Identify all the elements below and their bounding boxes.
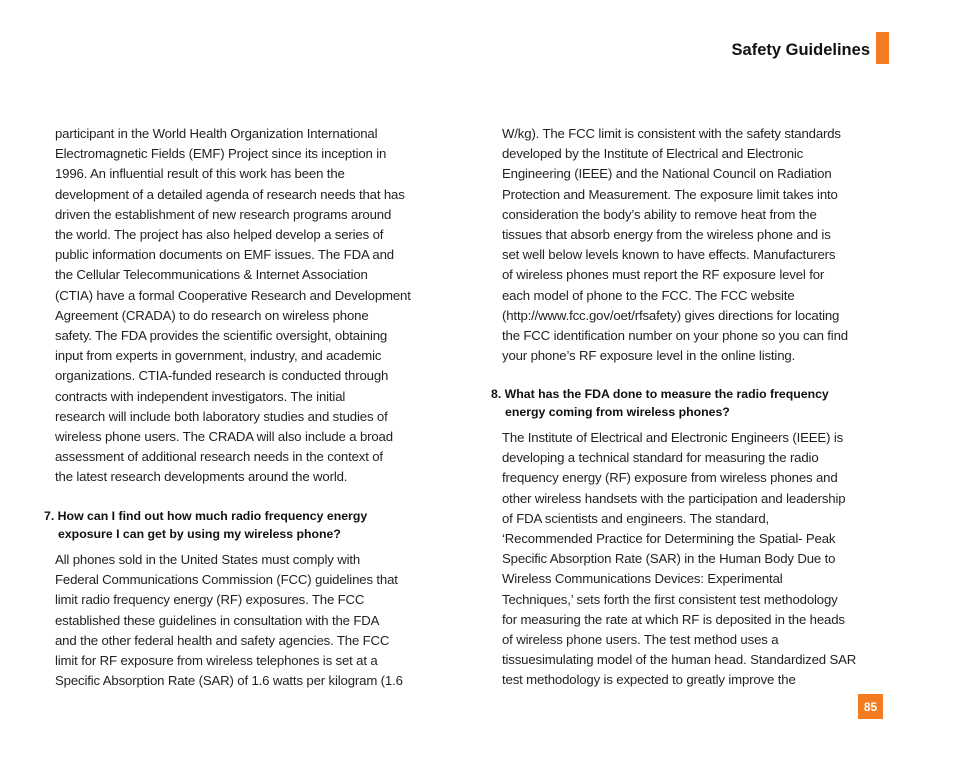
- text-line: assessment of additional research needs in the context of: [55, 449, 383, 465]
- text-line: (http://www.fcc.gov/oet/rfsafety) gives directions for locating: [502, 307, 840, 323]
- text-line: safety. The FDA provides the scientific oversight, obtaining: [55, 328, 388, 344]
- question-8-heading: [491, 386, 891, 421]
- left-paragraph-1: [55, 124, 445, 488]
- left-paragraph-2: [55, 550, 445, 691]
- text-line: of wireless phones must report the RF exposure level for: [502, 267, 825, 283]
- text-line: test methodology is expected to greatly improve the: [502, 672, 796, 688]
- text-line: developing a technical standard for measuring the radio: [502, 450, 819, 466]
- text-line: and the other federal health and safety agencies. The FCC: [55, 632, 390, 648]
- question-line: 8. What has the FDA done to measure the radio frequency: [491, 387, 829, 401]
- text-line: tissuesimulating model of the human head. Standardized SAR: [502, 652, 857, 668]
- text-line: the world. The project has also helped develop a series of: [55, 227, 384, 243]
- text-line: your phone’s RF exposure level in the online listing.: [502, 348, 796, 364]
- text-line: of FDA scientists and engineers. The standard,: [502, 510, 770, 526]
- text-line: contracts with independent investigators. The initial: [55, 388, 346, 404]
- text-line: the latest research developments around the world.: [55, 469, 348, 485]
- page-title: Safety Guidelines: [731, 41, 870, 59]
- text-line: W/kg). The FCC limit is consistent with the safety standards: [502, 126, 841, 141]
- text-line: the Cellular Telecommunications & Internet Association: [55, 267, 368, 283]
- text-line: other wireless handsets with the participation and leadership: [502, 490, 846, 506]
- text-line: participant in the World Health Organization International: [55, 126, 378, 141]
- text-line: for measuring the rate at which RF is deposited in the heads: [502, 611, 845, 627]
- text-line: frequency energy (RF) exposure from wireless phones and: [502, 470, 838, 486]
- text-line: Techniques,’ sets forth the first consistent test methodology: [502, 591, 838, 607]
- page-number-badge: 85: [858, 694, 883, 719]
- question-7-heading: [44, 508, 444, 543]
- text-line: public information documents on EMF issues. The FDA and: [55, 247, 394, 263]
- text-line: research will include both laboratory studies and studies of: [55, 408, 388, 424]
- text-line: development of a detailed agenda of research needs that has: [55, 186, 405, 202]
- text-line: the FCC identification number on your phone so you can find: [502, 328, 848, 344]
- header-accent-bar: [876, 32, 889, 64]
- text-line: limit for RF exposure from wireless telephones is set at a: [55, 653, 378, 669]
- text-line: Agreement (CRADA) to do research on wireless phone: [55, 307, 369, 323]
- text-line: input from experts in government, industry, and academic: [55, 348, 382, 364]
- question-line: energy coming from wireless phones?: [505, 404, 730, 419]
- text-line: Protection and Measurement. The exposure limit takes into: [502, 186, 838, 202]
- text-line: limit radio frequency energy (RF) exposures. The FCC: [55, 592, 365, 608]
- text-line: each model of phone to the FCC. The FCC website: [502, 287, 795, 303]
- text-line: Specific Absorption Rate (SAR) of 1.6 watts per kilogram (1.6: [55, 673, 403, 689]
- right-paragraph-1: [502, 124, 892, 366]
- text-line: Federal Communications Commission (FCC) guidelines that: [55, 572, 398, 588]
- text-line: set well below levels known to have effects. Manufacturers: [502, 247, 836, 263]
- text-line: consideration the body’s ability to remove heat from the: [502, 206, 817, 222]
- text-line: Specific Absorption Rate (SAR) in the Human Body Due to: [502, 551, 836, 567]
- text-line: The Institute of Electrical and Electronic Engineers (IEEE) is: [502, 430, 844, 445]
- text-line: 1996. An influential result of this work has been the: [55, 166, 345, 182]
- text-line: wireless phone users. The CRADA will also include a broad: [55, 429, 393, 445]
- text-line: tissues that absorb energy from the wireless phone and is: [502, 227, 831, 243]
- text-line: ‘Recommended Practice for Determining the Spatial- Peak: [502, 531, 836, 547]
- right-paragraph-2: [502, 428, 892, 691]
- text-line: established these guidelines in consultation with the FDA: [55, 612, 380, 628]
- text-line: developed by the Institute of Electrical and Electronic: [502, 146, 804, 162]
- text-line: Wireless Communications Devices: Experimental: [502, 571, 783, 587]
- text-line: Electromagnetic Fields (EMF) Project since its inception in: [55, 146, 387, 162]
- text-line: organizations. CTIA-funded research is conducted through: [55, 368, 389, 384]
- question-line: 7. How can I find out how much radio frequency energy: [44, 509, 368, 523]
- text-line: Engineering (IEEE) and the National Council on Radiation: [502, 166, 832, 182]
- text-line: (CTIA) have a formal Cooperative Research and Development: [55, 287, 411, 303]
- text-line: driven the establishment of new research programs around: [55, 206, 392, 222]
- text-line: All phones sold in the United States must comply with: [55, 552, 361, 567]
- question-line: exposure I can get by using my wireless phone?: [58, 526, 341, 541]
- text-line: of wireless phone users. The test method uses a: [502, 632, 779, 648]
